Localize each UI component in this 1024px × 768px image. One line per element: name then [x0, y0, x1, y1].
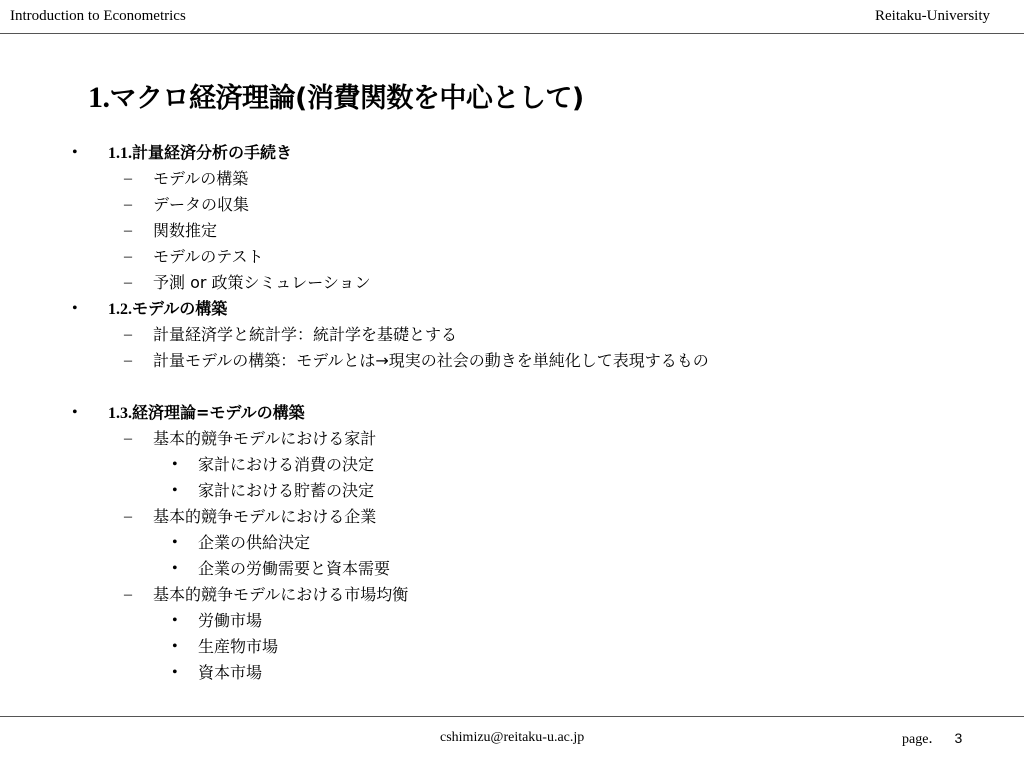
section-number: 1.2. [108, 301, 132, 318]
dash-icon: – [124, 248, 132, 265]
bullet-icon: • [72, 404, 78, 421]
item-label: 予測 or 政策シミュレーション [153, 273, 371, 292]
dash-icon: – [124, 274, 132, 291]
bullet-icon: • [172, 638, 178, 655]
subitem-label: 家計における貯蓄の決定 [198, 481, 375, 500]
dash-icon: – [124, 170, 132, 187]
dash-icon: – [124, 222, 132, 239]
section-label: モデルの構築 [132, 299, 228, 318]
item-label: 基本的競争モデルにおける企業 [153, 507, 377, 526]
header-divider [0, 33, 1024, 34]
footer-divider [0, 716, 1024, 717]
bullet-icon: • [72, 300, 78, 317]
subitem-label: 資本市場 [198, 663, 263, 682]
page-label: page． [902, 732, 943, 747]
item-label: モデルの構築 [153, 169, 249, 188]
bullet-icon: • [72, 144, 78, 161]
dash-icon: – [124, 196, 132, 213]
header-university: Reitaku-University [875, 8, 990, 24]
item-label: 計量経済学と統計学：統計学を基礎とする [153, 325, 458, 344]
item-label: 基本的競争モデルにおける市場均衡 [153, 585, 409, 604]
bullet-icon: • [172, 534, 178, 551]
section-label: 経済理論=モデルの構築 [132, 403, 305, 422]
bullet-icon: • [172, 456, 178, 473]
subitem-label: 生産物市場 [198, 637, 279, 656]
slide-title-number: 1. [88, 81, 110, 114]
header-course-title: Introduction to Econometrics [10, 8, 186, 24]
subitem-label: 企業の供給決定 [198, 533, 311, 552]
dash-icon: – [124, 508, 132, 525]
section-label: 計量経済分析の手続き [132, 143, 293, 162]
bullet-icon: • [172, 664, 178, 681]
dash-icon: – [124, 352, 132, 369]
page-number: 3 [954, 730, 963, 746]
item-label: 計量モデルの構築：モデルとは→現実の社会の動きを単純化して表現するもの [153, 351, 709, 370]
slide-title [88, 76, 584, 115]
subitem-label: 家計における消費の決定 [198, 455, 375, 474]
section-number: 1.1. [108, 145, 132, 162]
item-label: モデルのテスト [153, 247, 264, 266]
dash-icon: – [124, 326, 132, 343]
section-number: 1.3. [108, 405, 132, 422]
slide-title-text: マクロ経済理論(消費関数を中心として) [109, 83, 584, 114]
item-label: 関数推定 [153, 221, 218, 240]
subitem-label: 労働市場 [198, 611, 263, 630]
footer-email: cshimizu@reitaku-u.ac.jp [440, 730, 585, 745]
item-label: データの収集 [153, 195, 250, 214]
dash-icon: – [124, 430, 132, 447]
footer-page [902, 728, 962, 748]
item-label: 基本的競争モデルにおける家計 [153, 429, 377, 448]
bullet-icon: • [172, 612, 178, 629]
subitem-label: 企業の労働需要と資本需要 [198, 559, 391, 578]
dash-icon: – [124, 586, 132, 603]
bullet-icon: • [172, 482, 178, 499]
bullet-icon: • [172, 560, 178, 577]
